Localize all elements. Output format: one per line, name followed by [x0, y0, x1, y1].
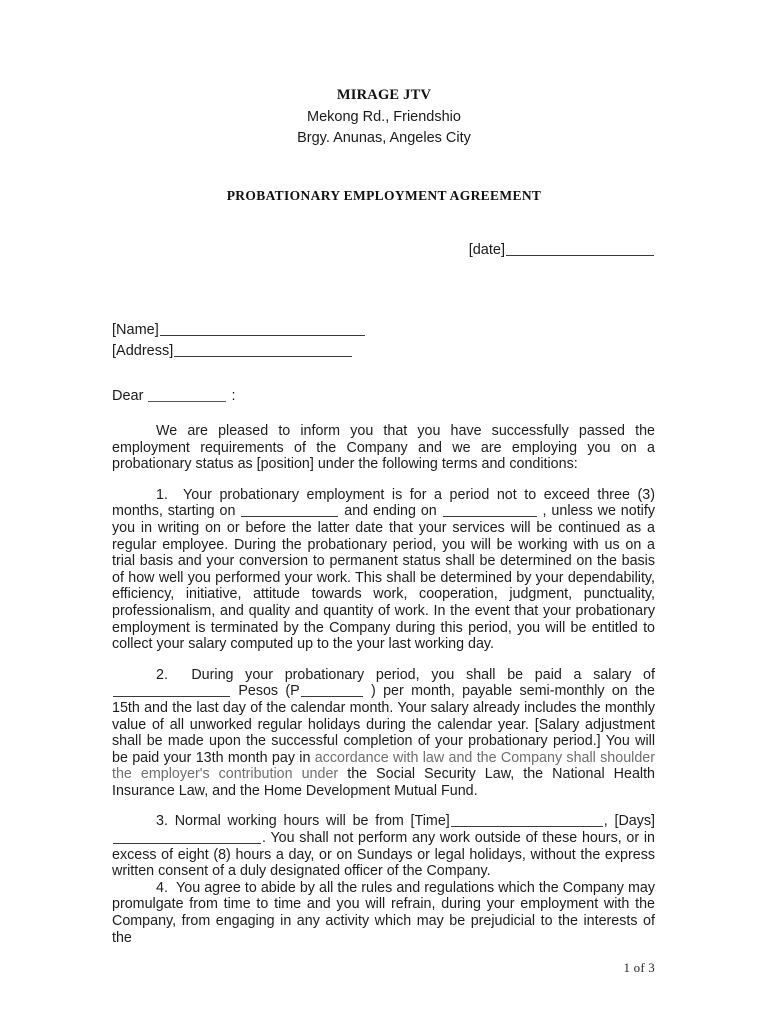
clause-3 — [112, 813, 655, 879]
clause-2-text-part-2: Pesos (P — [238, 683, 300, 700]
clause-2-text-part-5: the Social Security Law, the National Health Insurance Law, and the Home Development Mutual Fund. — [112, 766, 655, 799]
clause-4-text-part-1: You agree to abide by all the rules and regulations which the Company may promulgate from time to time and you will refrain, during your employment with the Company, from engaging in any activity which may be prejudicial to the interests of the — [112, 879, 655, 946]
body-copy — [112, 423, 655, 946]
clause-4-number: 4. — [156, 879, 168, 896]
clause-3-number: 3. — [156, 813, 168, 830]
salutation-name-blank[interactable] — [148, 390, 226, 402]
clause-3-text-part-3: [Days] — [614, 813, 656, 830]
addressee-address-line — [112, 341, 366, 362]
clause-1-text-part-2: and ending on — [344, 503, 437, 520]
company-address-line-1: Mekong Rd., Friendshio — [307, 109, 461, 126]
clause-3-text-part-4: . You shall not perform any work outside of these hours, or in excess of eight (8) hours a day, or on Sundays or legal holidays, without the express written consent of a duly designated officer of the Company. — [112, 830, 655, 880]
clause-1-start-date-blank[interactable] — [241, 505, 338, 517]
salutation-line — [112, 386, 236, 406]
letterhead — [0, 88, 768, 148]
clause-3-days-blank[interactable] — [113, 832, 261, 844]
salutation-punctuation: : — [231, 388, 236, 404]
addressee-name-line — [112, 320, 366, 341]
clause-1 — [112, 487, 655, 653]
clause-3-time-blank[interactable] — [451, 815, 603, 827]
clause-3-text-part-1: Normal working hours will be from [Time] — [174, 813, 450, 830]
company-address — [0, 107, 768, 148]
document-title: PROBATIONARY EMPLOYMENT AGREEMENT — [226, 188, 542, 203]
intro-paragraph — [112, 423, 655, 473]
page-footer: 1 of 3 — [623, 960, 655, 975]
clause-2-text-part-3: ) per month, payable semi-monthly on the 15th and the last day of the calendar month. Your salary already includes the monthly value of all unworked regular holidays during the calendar year. [Salary adjustment shall be made upon the successful completion of your probationary period.] You will be paid your 13th month pay in — [112, 683, 655, 766]
addressee-name-label: [Name] — [112, 322, 159, 338]
intro-text: We are pleased to inform you that you have successfully passed the employment requirements of the Company and we are employing you on a probationary status as [position] under the following terms and conditions: — [112, 423, 655, 473]
date-label: [date] — [468, 242, 505, 258]
clause-2-salary-blank[interactable] — [113, 685, 230, 697]
date-input-blank[interactable] — [506, 244, 654, 256]
clause-1-text-part-1: Your probationary employment is for a period not to exceed three (3) months, starting on — [112, 486, 655, 520]
clause-4 — [112, 880, 655, 946]
clause-2-text-part-4: accordance with law and the Company shall shoulder the employer's contribution under — [112, 749, 655, 783]
company-name: MIRAGE JTV — [336, 87, 432, 103]
clause-1-end-date-blank[interactable] — [443, 505, 537, 517]
addressee-address-blank[interactable] — [174, 345, 352, 357]
addressee-name-blank[interactable] — [160, 324, 365, 336]
clause-3-text-part-2: , — [603, 813, 608, 830]
company-address-line-2: Brgy. Anunas, Angeles City — [297, 129, 471, 146]
clause-2-text-part-1: During your probationary period, you shall be paid a salary of — [191, 666, 655, 683]
clause-2 — [112, 667, 655, 800]
clause-2-peso-amount-blank[interactable] — [301, 685, 363, 697]
salutation-greeting: Dear — [112, 388, 144, 404]
addressee-block — [112, 320, 366, 363]
clause-1-number: 1. — [156, 486, 168, 503]
clause-1-text-part-3: , unless we notify you in writing on or before the latter date that your services will be continued as a regular employee. During the probationary period, you will be working with us on a trial basis and your conversion to permanent status shall be determined on the basis of how well you performed your work. This shall be determined by your dependability, efficiency, initiative, attitude towards work, cooperation, judgment, punctuality, professionalism, and quality and quantity of work. In the event that your probationary employment is terminated by the Company during this period, you will be entitled to collect your salary computed up to the your last working day. — [112, 503, 655, 653]
clause-2-number: 2. — [156, 666, 168, 683]
addressee-address-label: [Address] — [112, 343, 174, 360]
date-line — [112, 241, 655, 259]
